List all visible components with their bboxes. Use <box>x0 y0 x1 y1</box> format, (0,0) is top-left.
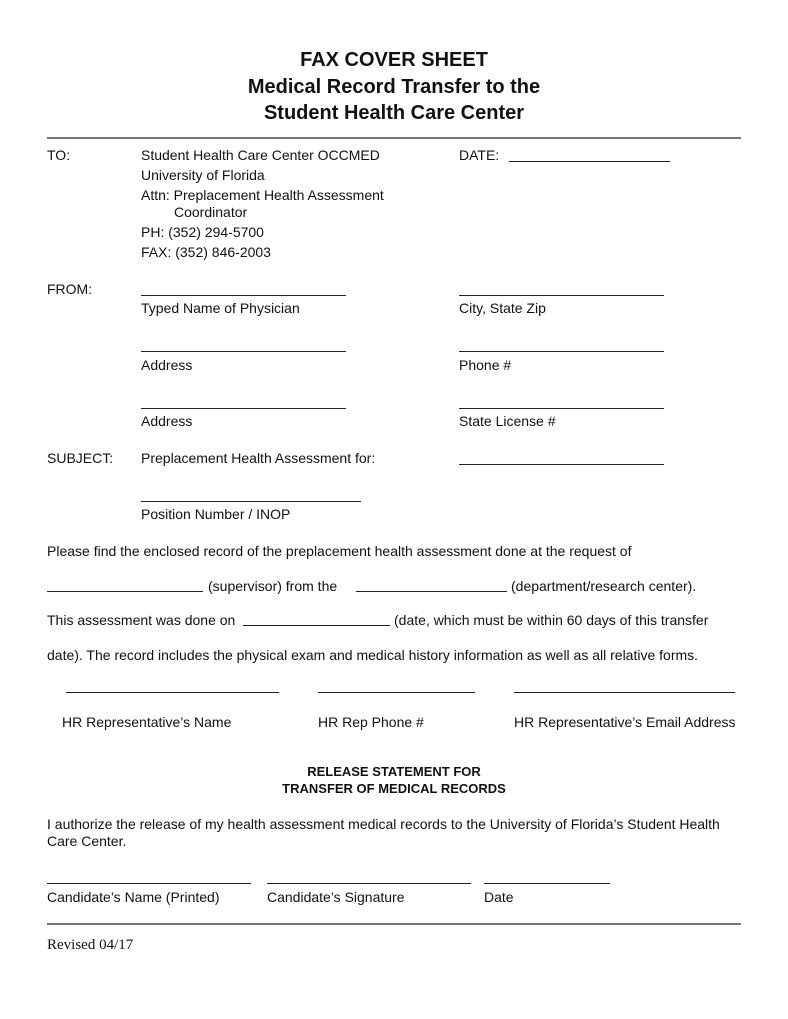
to-phone: PH: (352) 294-5700 <box>141 224 264 240</box>
release-text-2: Care Center. <box>47 833 127 849</box>
subject-text: Preplacement Health Assessment for: <box>141 450 376 466</box>
title-line-3: Student Health Care Center <box>263 102 525 124</box>
to-fax: FAX: (352) 846-2003 <box>141 244 271 260</box>
assessment-date-text: This assessment was done on <box>47 612 236 628</box>
to-line: Attn: Preplacement Health Assessment <box>141 187 384 203</box>
state-license-label: State License # <box>459 413 556 429</box>
to-line: Student Health Care Center OCCMED <box>141 147 380 163</box>
top-divider <box>47 137 741 139</box>
department-field[interactable] <box>356 591 507 592</box>
candidate-signature-field[interactable] <box>267 883 471 884</box>
to-label: TO: <box>47 147 71 163</box>
supervisor-label: (supervisor) from the <box>208 578 338 594</box>
release-heading-2: TRANSFER OF MEDICAL RECORDS <box>282 781 506 796</box>
title-line-1: FAX COVER SHEET <box>300 49 488 71</box>
subject-label: SUBJECT: <box>47 450 114 466</box>
phone-label: Phone # <box>459 357 512 373</box>
to-line: Coordinator <box>174 204 248 220</box>
position-number-label: Position Number / INOP <box>141 506 291 522</box>
candidate-signature-label: Candidate’s Signature <box>267 889 405 905</box>
date-label: DATE: <box>459 147 500 163</box>
to-line: University of Florida <box>141 167 265 183</box>
hr-name-field[interactable] <box>66 692 279 693</box>
position-number-field[interactable] <box>141 501 361 502</box>
from-label: FROM: <box>47 281 93 297</box>
assessment-date-field[interactable] <box>243 625 390 626</box>
release-text-1: I authorize the release of my health assessment medical records to the University of Florida’s Student Health <box>47 816 720 832</box>
hr-phone-label: HR Rep Phone # <box>318 714 424 730</box>
bottom-divider <box>47 923 741 925</box>
address-field-2[interactable] <box>141 408 346 409</box>
address-field-1[interactable] <box>141 351 346 352</box>
release-heading-1: RELEASE STATEMENT FOR <box>307 764 481 779</box>
phone-field[interactable] <box>459 351 664 352</box>
physician-name-field[interactable] <box>141 295 346 296</box>
date-note: (date, which must be within 60 days of this transfer <box>394 612 709 628</box>
city-state-zip-field[interactable] <box>459 295 664 296</box>
department-label: (department/research center). <box>511 578 697 594</box>
date-field[interactable] <box>509 161 670 162</box>
candidate-printed-name-field[interactable] <box>47 883 251 884</box>
hr-email-field[interactable] <box>514 692 735 693</box>
hr-phone-field[interactable] <box>318 692 475 693</box>
address-label-1: Address <box>141 357 193 373</box>
body-paragraph: Please find the enclosed record of the preplacement health assessment done at the request of <box>47 543 632 559</box>
hr-email-label: HR Representative’s Email Address <box>514 714 736 730</box>
state-license-field[interactable] <box>459 408 664 409</box>
supervisor-field[interactable] <box>47 591 203 592</box>
body-paragraph-end: date). The record includes the physical exam and medical history information as well as all relative forms. <box>47 647 699 663</box>
candidate-name-field[interactable] <box>459 464 664 465</box>
revised-date: Revised 04/17 <box>47 937 134 953</box>
candidate-date-field[interactable] <box>484 883 610 884</box>
candidate-printed-name-label: Candidate’s Name (Printed) <box>47 889 220 905</box>
candidate-date-label: Date <box>484 889 514 905</box>
title-line-2: Medical Record Transfer to the <box>247 76 541 98</box>
hr-name-label: HR Representative’s Name <box>62 714 232 730</box>
physician-name-label: Typed Name of Physician <box>141 300 300 316</box>
address-label-2: Address <box>141 413 193 429</box>
city-state-zip-label: City, State Zip <box>459 300 546 316</box>
